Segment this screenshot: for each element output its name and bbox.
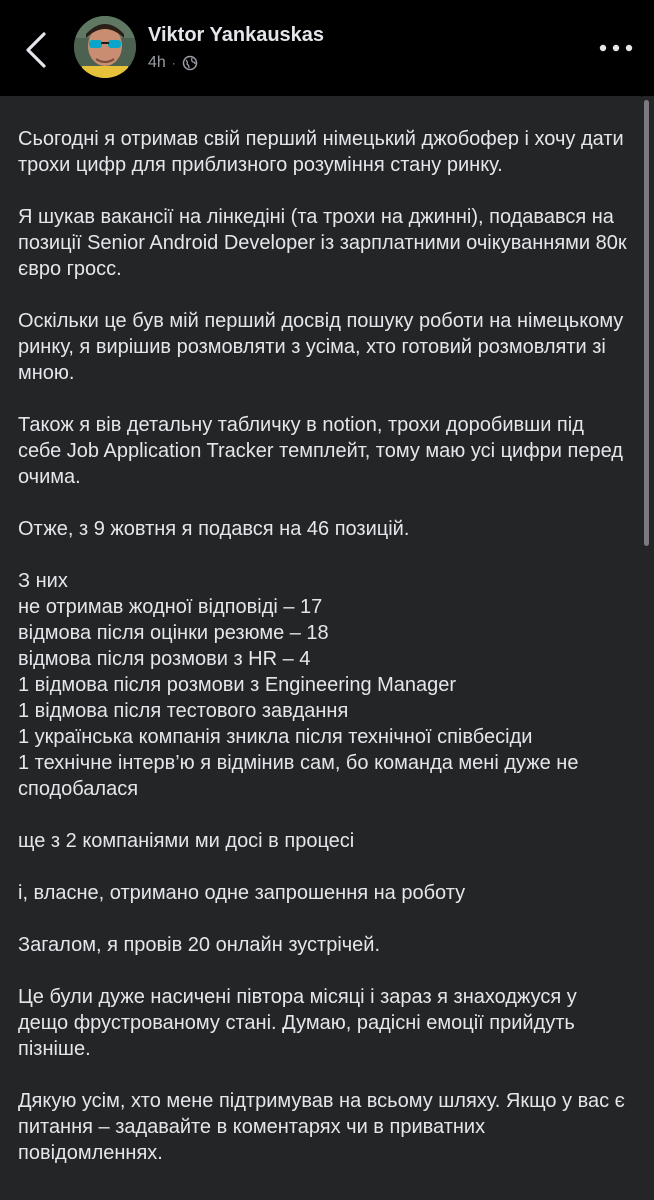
post-paragraph: З них не отримав жодної відповіді – 17 відмова після оцінки резюме – 18 відмова після розмови з HR – 4 1 відмова після розмови з Engineering Manager 1 відмова після тестового завдання 1 українська компанія зникла після технічної співбесіди 1 технічне інтерв’ю я відмінив сам, бо команда мені дуже не сподобалася bbox=[18, 570, 579, 800]
post-paragraph: Оскільки це був мій перший досвід пошуку роботи на німецькому ринку, я вирішив розмовляти з усіма, хто готовий розмовляти зі мною. bbox=[18, 310, 624, 384]
author-name[interactable]: Viktor Yankauskas bbox=[148, 24, 325, 46]
globe-icon bbox=[182, 55, 198, 71]
post-header bbox=[0, 0, 654, 96]
post-paragraph: ще з 2 компаніями ми досі в процесі bbox=[18, 830, 355, 852]
post-time[interactable]: 4h bbox=[148, 54, 166, 71]
post-paragraph: Дякую усім, хто мене підтримував на всьому шляху. Якщо у вас є питання – задавайте в коментарях чи в приватних повідомленнях. bbox=[18, 1090, 625, 1164]
avatar-image bbox=[74, 16, 136, 78]
avatar[interactable] bbox=[74, 16, 136, 78]
post-meta bbox=[148, 54, 198, 72]
post-paragraph: Це були дуже насичені півтора місяці і зараз я знаходжуся у дещо фрустрованому стані. Думаю, радісні емоції прийдуть пізніше. bbox=[18, 986, 577, 1060]
chevron-left-icon bbox=[24, 31, 48, 69]
post-paragraph: Загалом, я провів 20 онлайн зустрічей. bbox=[18, 934, 381, 956]
more-options-button[interactable] bbox=[596, 38, 636, 58]
post-paragraph: Отже, з 9 жовтня я подався на 46 позицій. bbox=[18, 518, 410, 540]
scrollbar-thumb[interactable] bbox=[644, 100, 649, 546]
post-paragraph: Також я вів детальну табличку в notion, трохи доробивши під себе Job Application Tracker темплейт, тому маю усі цифри перед очима. bbox=[18, 414, 623, 488]
post-body bbox=[18, 126, 630, 1192]
post-paragraph: і, власне, отримано одне запрошення на роботу bbox=[18, 882, 466, 904]
back-button[interactable] bbox=[18, 28, 54, 72]
post-paragraph: Сьогодні я отримав свій перший німецький джобофер і хочу дати трохи цифр для приблизного розуміння стану ринку. bbox=[18, 128, 624, 176]
meta-separator: · bbox=[171, 56, 176, 70]
more-dots-icon bbox=[599, 44, 633, 52]
post-paragraph: Я шукав вакансії на лінкедіні (та трохи на джинні), подавався на позиції Senior Android Developer із зарплатними очікуваннями 80к євро гросс. bbox=[18, 206, 627, 280]
